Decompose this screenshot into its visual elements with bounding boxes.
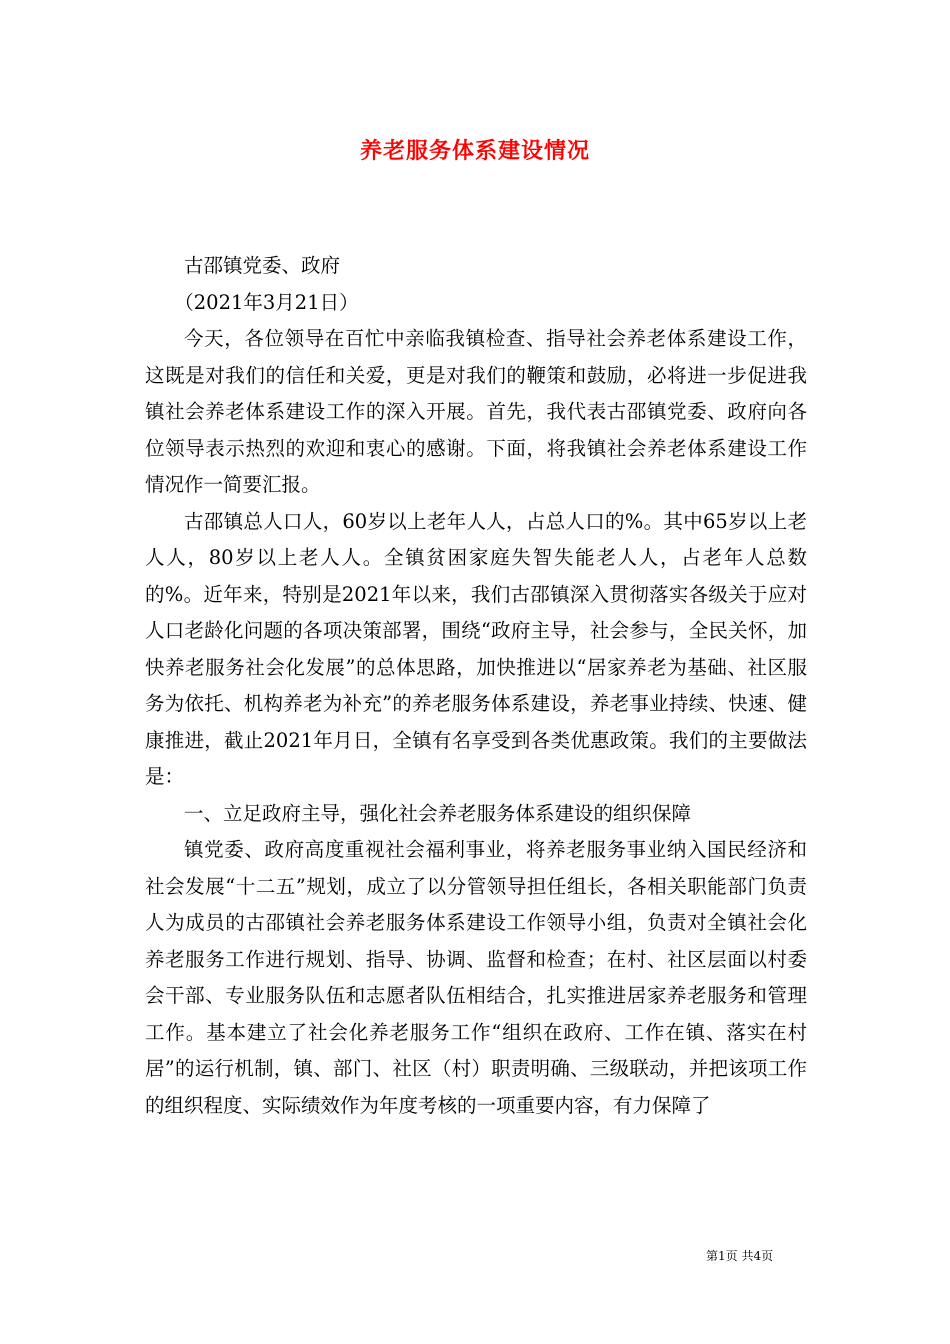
document-title: 养老服务体系建设情况 — [359, 138, 590, 164]
section-heading-1: 一、立足政府主导，强化社会养老服务体系建设的组织保障 — [184, 801, 692, 825]
paragraph-section-1: 镇党委、政府高度重视社会福利事业，将养老服务事业纳入国民经济和社会发展“十二五”规划，成立了以分管领导担任组长，各相关职能部门负责人为成员的古邵镇社会养老服务体系建设工作领导小组，负责对全镇社会化养老服务工作进行规划、指导、协调、监督和检查；在村、社区层面以村委会干部、专业服务队伍和志愿者队伍相结合，扎实推进居家养老服务和管理工作。基本建立了社会化养老服务工作“组织在政府、工作在镇、落实在村居”的运行机制，镇、部门、社区（村）职责明确、三级联动，并把该项工作的组织程度、实际绩效作为年度考核的一项重要内容，有力保障了 — [145, 838, 807, 1117]
paragraph-overview: 古邵镇总人口人，60岁以上老年人人，占总人口的%。其中65岁以上老人人，80岁以上老人人。全镇贫困家庭失智失能老人人，占老年人总数的%。近年来，特别是2021年以来，我们古邵镇深入贯彻落实各级关于应对人口老龄化问题的各项决策部署，围绕“政府主导，社会参与，全民关怀，加快养老服务社会化发展”的总体思路，加快推进以“居家养老为基础、社区服务为依托、机构养老为补充”的养老服务体系建设，养老事业持续、快速、健康推进，截止2021年月日，全镇有名享受到各类优惠政策。我们的主要做法是： — [145, 509, 807, 788]
paragraph-intro: 今天，各位领导在百忙中亲临我镇检查、指导社会养老体系建设工作，这既是对我们的信任和关爱，更是对我们的鞭策和鼓励，必将进一步促进我镇社会养老体系建设工作的深入开展。首先，我代表古邵镇党委、政府向各位领导表示热烈的欢迎和衷心的感谢。下面，将我镇社会养老体系建设工作情况作一简要汇报。 — [145, 327, 807, 496]
date-line: （2021年3月21日） — [174, 290, 359, 314]
document-body — [145, 248, 807, 1124]
page-number: 第1页 共4页 — [706, 1249, 774, 1263]
issuer-line: 古邵镇党委、政府 — [184, 254, 341, 277]
